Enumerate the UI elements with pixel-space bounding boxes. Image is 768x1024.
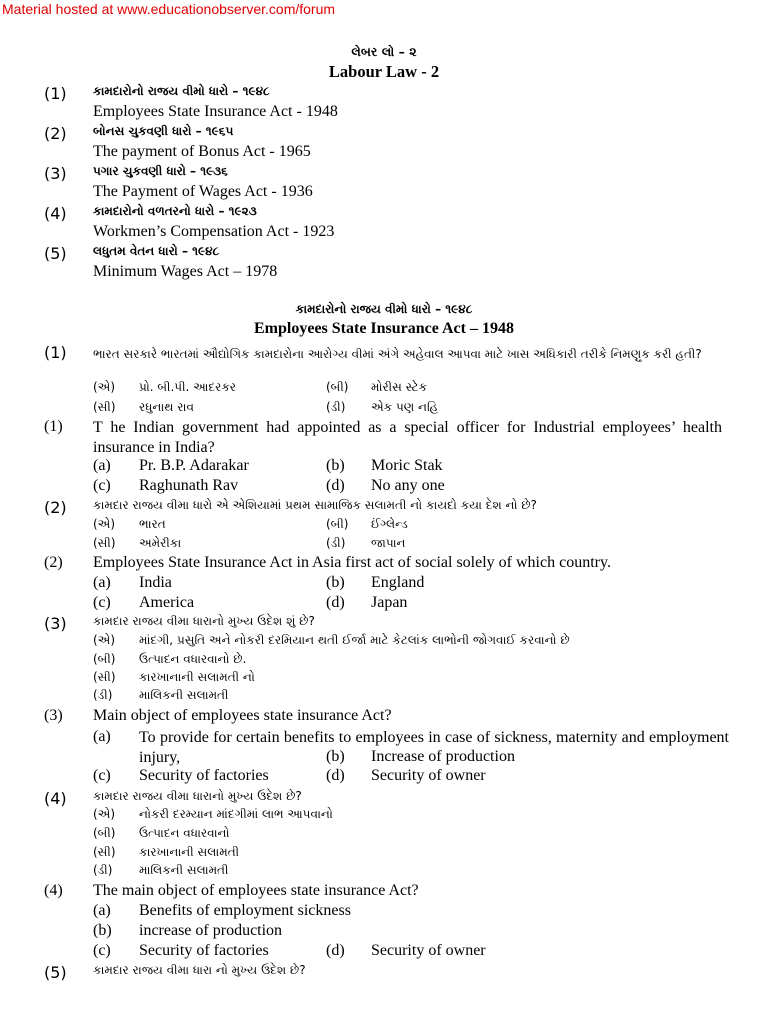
- law-name-gujarati: લધુતમ વેતન ધારો – ૧૯૪૮: [93, 244, 220, 258]
- option-label: (બી): [326, 380, 349, 394]
- option-text: ઈંગ્લેન્ડ: [371, 517, 408, 531]
- section-title-gujarati: કામદારોનો રાજય વીમો ધારો – ૧૯૪૮: [295, 302, 473, 316]
- option-label: (d): [326, 942, 345, 959]
- option-label: (d): [326, 594, 345, 611]
- option-label: (a): [93, 574, 111, 591]
- option-text: કારખાનાની સલામતી: [139, 845, 240, 859]
- option-label: (a): [93, 902, 111, 919]
- law-name-english: Workmen’s Compensation Act - 1923: [93, 223, 335, 240]
- question-text: ભારત સરકારે ભારતમાં ઔદ્યોગિક કામદારોના આરોગ્ય વીમાં અંગે અહેવાલ આપવા માટે ખાસ અધિકારી તરીકે નિમણુક કરી હતી?: [93, 347, 702, 361]
- option-label: (સી): [93, 536, 116, 550]
- question-text: Employees State Insurance Act in Asia first act of social solely of which country.: [93, 554, 611, 571]
- option-text: મોરીસ સ્ટેક: [371, 380, 428, 394]
- option-label: (d): [326, 767, 345, 784]
- option-label: (બી): [326, 517, 349, 531]
- option-label: (સી): [93, 845, 116, 859]
- question-text: કામદાર રાજય વીમા ધારા નો મુખ્ય ઉદેશ છે?: [93, 963, 306, 977]
- source-banner: Material hosted at www.educationobserver.com/forum: [2, 1, 336, 17]
- option-label: (c): [93, 942, 111, 959]
- question-text: કામદાર રાજય વીમા ધારાનો મુખ્ય ઉદેશ છે?: [93, 789, 302, 803]
- law-number: (2): [44, 124, 67, 143]
- question-number: (2): [44, 554, 63, 571]
- option-label: (એ): [93, 380, 116, 394]
- section-title: Employees State Insurance Act – 1948: [254, 320, 514, 337]
- question-number: (1): [44, 418, 63, 435]
- law-name-english: Minimum Wages Act – 1978: [93, 263, 278, 280]
- question-text: T he Indian government had appointed as a special officer for Industrial employees’ health insurance in India?: [93, 419, 722, 456]
- option-text: To provide for certain benefits to employees in case of sickness, maternity and employment injury,: [139, 729, 729, 766]
- option-text: Increase of production: [371, 748, 515, 765]
- option-text: Pr. B.P. Adarakar: [139, 457, 249, 474]
- option-text: Security of factories: [139, 942, 269, 959]
- option-label: (એ): [93, 807, 116, 821]
- option-text: ભારત: [139, 517, 166, 531]
- law-name-gujarati: કામદારોનો વળતરનો ધારો – ૧૯૨૩: [93, 204, 257, 218]
- option-label: (સી): [93, 670, 116, 684]
- option-label: (c): [93, 767, 111, 784]
- option-text: Raghunath Rav: [139, 477, 239, 494]
- option-text: માલિકની સલામતી: [139, 688, 229, 702]
- option-text: Security of owner: [371, 942, 486, 959]
- option-label: (એ): [93, 517, 116, 531]
- option-label: (b): [326, 457, 345, 474]
- option-text: Moric Stak: [371, 457, 443, 474]
- question-text: The main object of employees state insurance Act?: [93, 882, 419, 899]
- option-label: (બી): [93, 826, 116, 840]
- option-text: Security of factories: [139, 767, 269, 784]
- question-number: (4): [44, 882, 63, 899]
- page-title-gujarati: લેબર લો – ૨: [351, 44, 417, 59]
- option-label: (ડી): [93, 863, 113, 877]
- option-text: ઉત્પાદન વધારવાનો: [139, 826, 230, 840]
- option-label: (a): [93, 728, 111, 745]
- law-name-gujarati: બોનસ ચુકવણી ધારો – ૧૯૬૫: [93, 124, 234, 138]
- page-title: Labour Law - 2: [328, 62, 440, 81]
- option-text: America: [139, 594, 195, 611]
- option-text: માલિકની સલામતી: [139, 863, 229, 877]
- option-label: (બી): [93, 652, 116, 666]
- question-text: કામદાર રાજય વીમા ધારાનો મુખ્ય ઉદેશ શું છે?: [93, 614, 315, 628]
- option-label: (c): [93, 594, 111, 611]
- question-number: (3): [44, 614, 67, 633]
- option-text: રધુનાથ રાવ: [139, 400, 194, 414]
- option-text: એક પણ નહિ: [371, 400, 439, 414]
- law-number: (4): [44, 204, 67, 223]
- option-label: (b): [326, 574, 345, 591]
- option-text: પ્રો. બી.પી. આદરકર: [139, 380, 237, 394]
- option-text: જાપાન: [371, 536, 406, 550]
- option-label: (c): [93, 477, 111, 494]
- question-text: કામદાર રાજય વીમા ધારો એ એશિયામાં પ્રથમ સામાજિક સલામતી નો કાયદો કયા દેશ નો છે?: [93, 498, 537, 512]
- law-name-english: The payment of Bonus Act - 1965: [93, 143, 311, 160]
- option-text: No any one: [371, 477, 445, 494]
- option-label: (ડી): [93, 688, 113, 702]
- option-label: (b): [93, 922, 112, 939]
- option-text: અમેરીકા: [139, 536, 182, 550]
- option-text: ઉત્પાદન વધારવાનો છે.: [139, 652, 247, 666]
- option-text: increase of production: [139, 922, 283, 939]
- option-text: માંદગી, પ્રસુતિ અને નોકરી દરમિયાન થતી ઈર્જા માટે કેટલાંક લાભોની જોગવાઈ કરવાનો છે: [139, 633, 570, 647]
- option-label: (ડી): [326, 536, 346, 550]
- law-name-gujarati: કામદારોનો રાજય વીમો ધારો – ૧૯૪૮: [93, 84, 270, 98]
- law-name-english: The Payment of Wages Act - 1936: [93, 183, 313, 200]
- option-text: કારખાનાની સલામતી નો: [139, 670, 255, 684]
- option-label: (a): [93, 457, 111, 474]
- law-name-english: Employees State Insurance Act - 1948: [93, 103, 338, 120]
- law-number: (1): [44, 84, 67, 103]
- question-number: (5): [44, 963, 67, 982]
- option-label: (ડી): [326, 400, 346, 414]
- question-text: Main object of employees state insurance Act?: [93, 707, 392, 724]
- option-text: Benefits of employment sickness: [139, 902, 351, 919]
- option-label: (સી): [93, 400, 116, 414]
- law-number: (5): [44, 244, 67, 263]
- question-number: (2): [44, 498, 67, 517]
- question-number: (3): [44, 707, 63, 724]
- option-text: England: [371, 574, 425, 591]
- option-text: India: [139, 574, 172, 591]
- option-label: (d): [326, 477, 345, 494]
- law-name-gujarati: પગાર ચુકવણી ધારો – ૧૯૩૬: [93, 164, 228, 178]
- option-text: Security of owner: [371, 767, 486, 784]
- option-text: Japan: [371, 594, 408, 611]
- question-number: (1): [44, 343, 67, 362]
- question-number: (4): [44, 789, 67, 808]
- law-number: (3): [44, 164, 67, 183]
- option-text: નોકરી દરમ્યાન માંદગીમાં લાભ આપવાનો: [139, 807, 333, 821]
- option-label: (એ): [93, 633, 116, 647]
- option-label: (b): [326, 748, 345, 765]
